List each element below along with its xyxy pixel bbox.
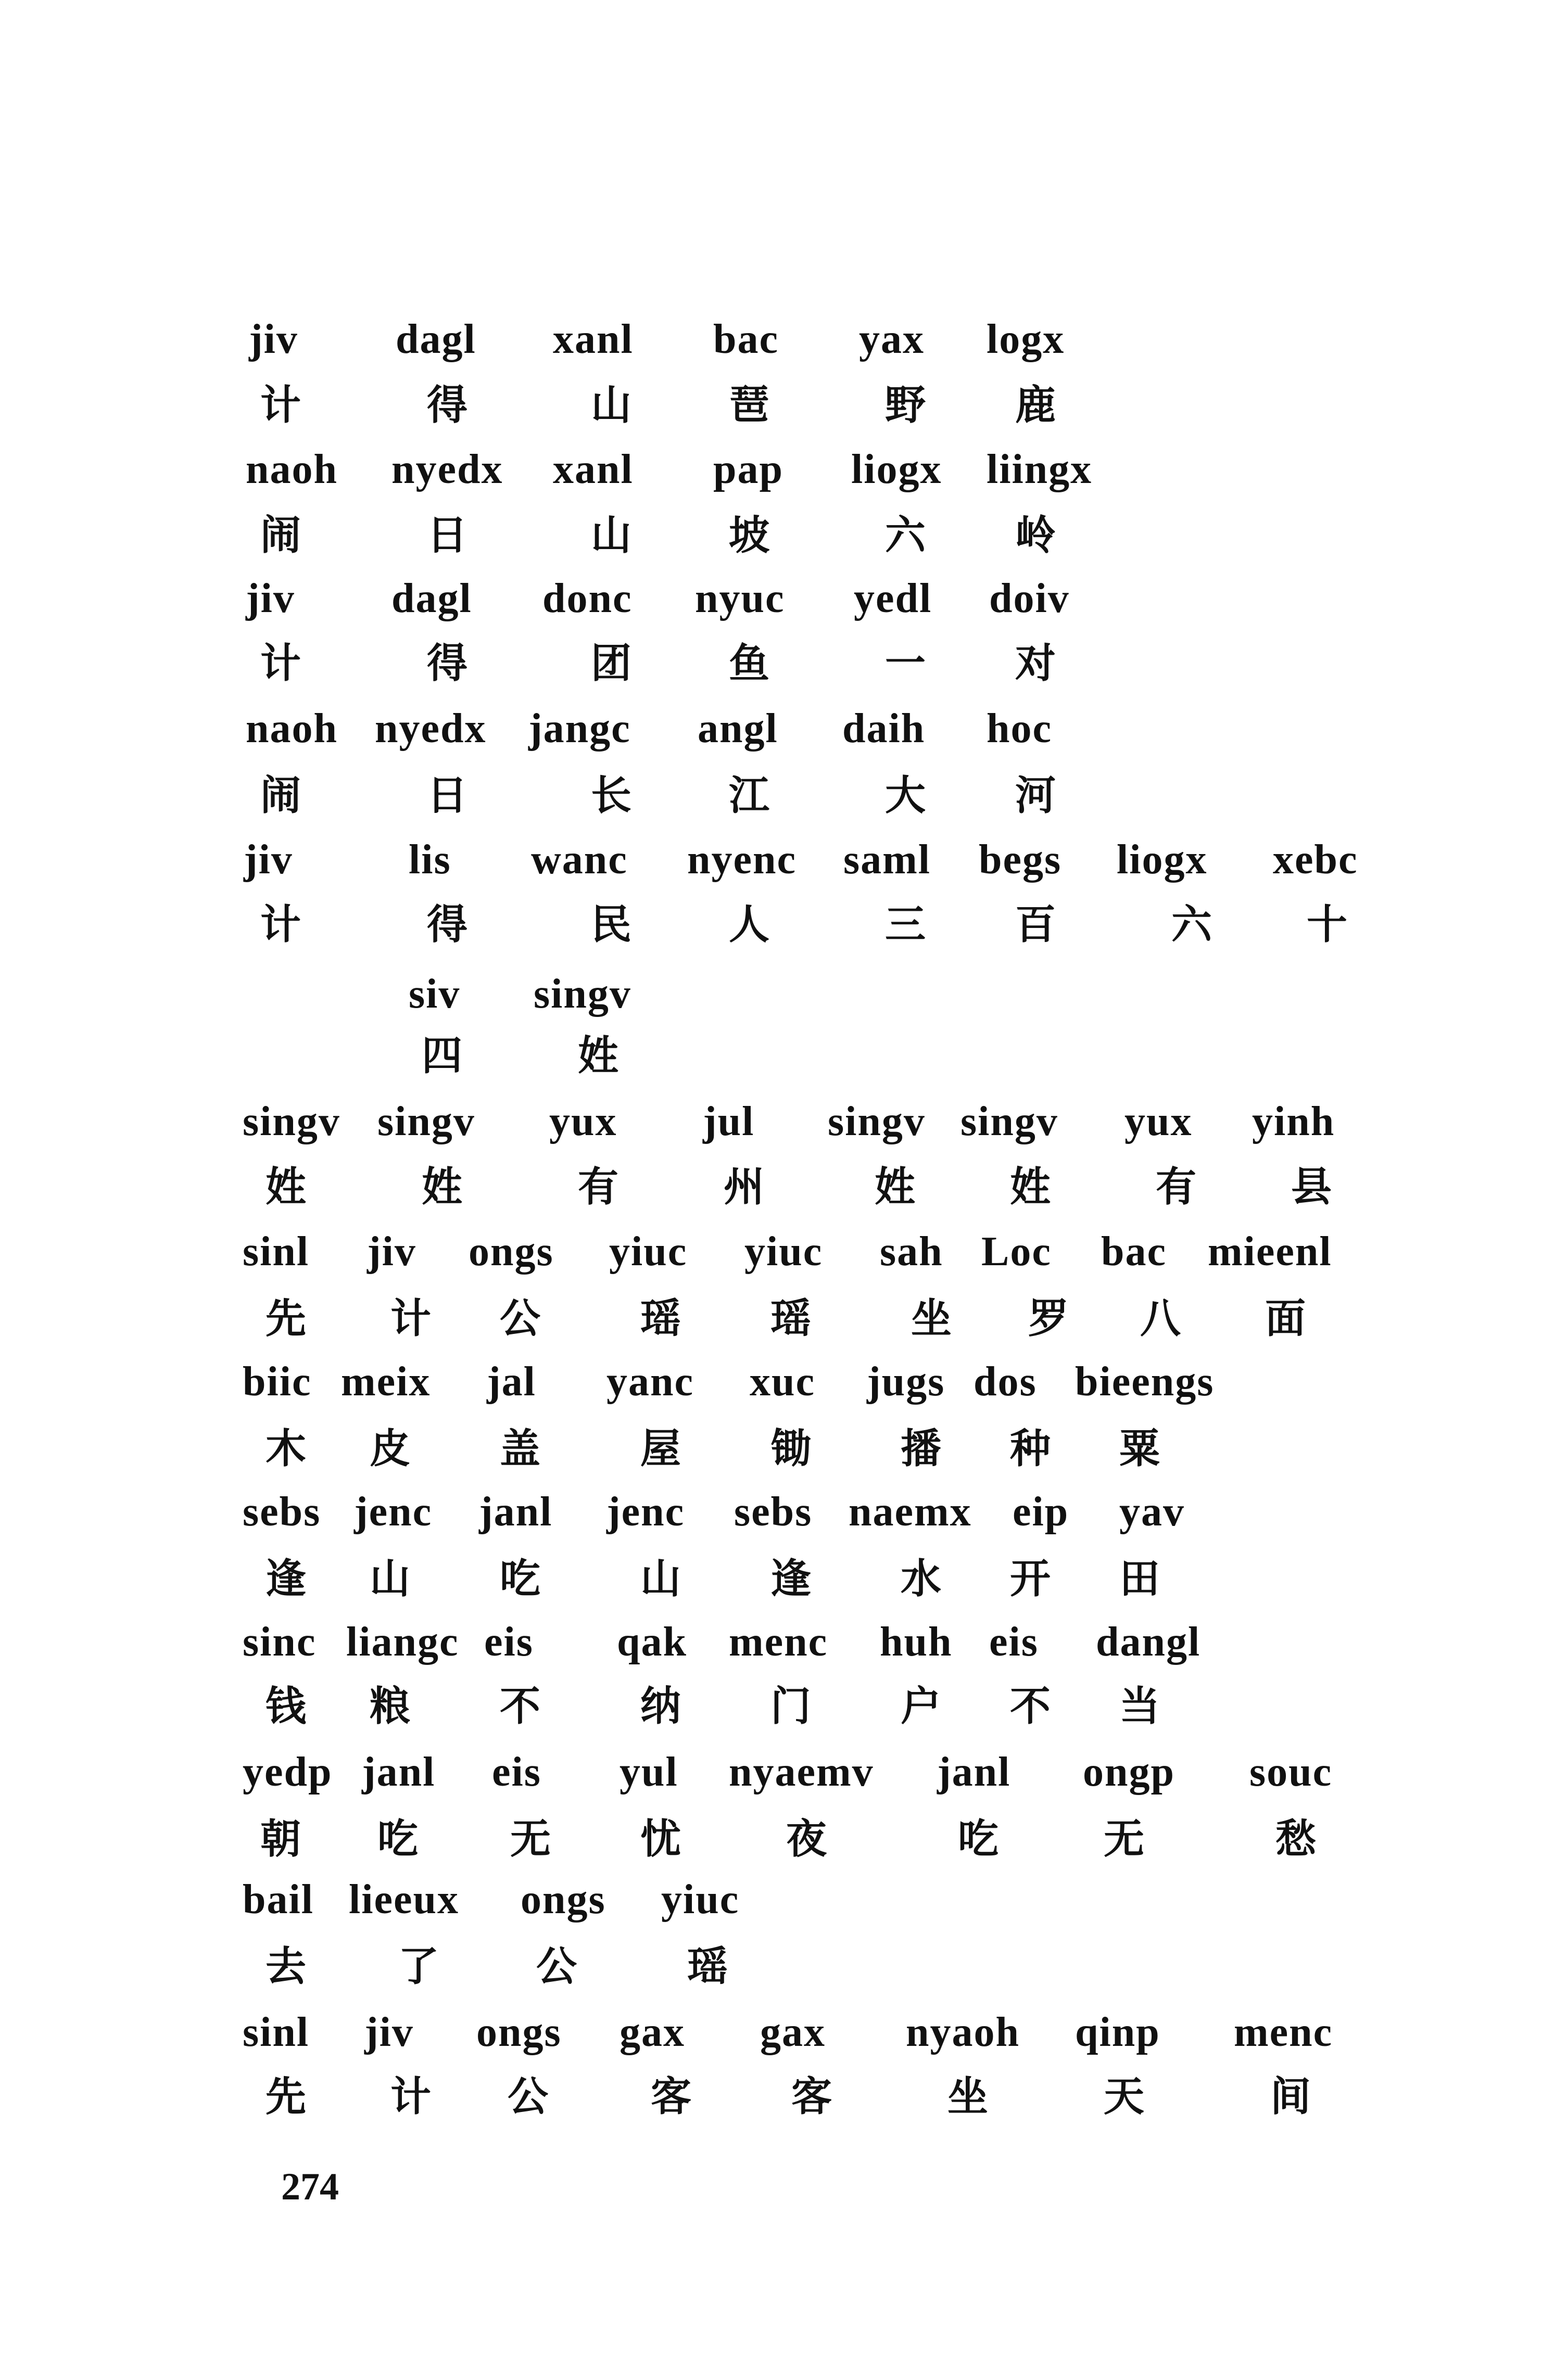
chinese-character: 闹 [260,772,301,819]
romanized-word: mieenl [1208,1229,1332,1275]
romanized-word: menc [729,1619,828,1665]
chinese-character: 计 [260,901,301,948]
romanized-word: sinl [243,2009,310,2055]
chinese-character: 江 [729,772,770,819]
chinese-character: 瑶 [640,1295,681,1342]
chinese-character: 播 [901,1426,942,1472]
chinese-character: 朝 [260,1816,301,1863]
romanized-word: biic [243,1359,312,1405]
chinese-character: 先 [266,2073,307,2120]
romanized-word: dagl [396,316,476,362]
romanized-word: yav [1119,1489,1185,1535]
chinese-character: 了 [398,1943,439,1990]
chinese-character: 不 [1010,1683,1051,1730]
chinese-character: 有 [578,1164,619,1211]
chinese-character: 坡 [729,512,770,559]
chinese-character: 忧 [640,1816,681,1863]
romanized-word: janl [362,1749,436,1795]
chinese-character: 种 [1010,1426,1051,1472]
chinese-character: 计 [390,2073,432,2120]
chinese-character: 屋 [640,1426,681,1472]
romanized-word: nyenc [687,837,797,883]
chinese-line [0,1816,1542,1881]
chinese-character: 日 [427,772,468,819]
chinese-character: 百 [1015,901,1056,948]
chinese-character: 去 [266,1943,307,1990]
chinese-character: 长 [591,772,632,819]
romanized-word: logx [987,316,1065,362]
romanized-word: bac [1101,1229,1167,1275]
romanized-word: yedl [854,576,932,621]
chinese-character: 十 [1307,901,1348,948]
romanized-word: liangc [346,1619,459,1665]
romanized-word: eis [989,1619,1039,1665]
chinese-character: 纳 [640,1683,681,1730]
romanized-word: ongs [469,1229,554,1275]
romanized-word: xuc [750,1359,815,1405]
page-number: 274 [281,2166,339,2208]
romanized-line [0,1361,1542,1423]
chinese-character: 得 [427,901,468,948]
romanized-word: eip [1013,1489,1069,1535]
chinese-character: 吃 [958,1816,999,1863]
chinese-character: 公 [508,2073,549,2120]
chinese-character: 钱 [266,1683,307,1730]
chinese-character: 三 [885,901,926,948]
chinese-character: 县 [1291,1164,1332,1211]
chinese-character: 瑶 [687,1943,728,1990]
romanized-word: bail [243,1877,314,1923]
chinese-character: 有 [1156,1164,1197,1211]
romanized-word: jiv [249,316,298,362]
chinese-line [0,2073,1542,2139]
romanized-line [0,1751,1542,1814]
romanized-word: nyedx [391,447,503,492]
romanized-word: singv [243,1099,340,1144]
chinese-character: 鹿 [1015,382,1056,429]
chinese-character: 坐 [911,1295,952,1342]
romanized-word: jal [487,1359,536,1405]
chinese-character: 当 [1119,1683,1160,1730]
romanized-word: yux [1124,1099,1193,1144]
chinese-character: 盖 [500,1426,541,1472]
chinese-character: 无 [510,1816,551,1863]
romanized-word: donc [542,576,633,621]
chinese-character: 野 [885,382,926,429]
chinese-character: 夜 [786,1816,827,1863]
chinese-character: 天 [1104,2073,1145,2120]
romanized-word: sinc [243,1619,317,1665]
chinese-character: 逢 [770,1556,812,1602]
romanized-line [0,1231,1542,1293]
romanized-word: meix [341,1359,431,1405]
chinese-character: 瑶 [770,1295,812,1342]
romanized-word: Loc [981,1229,1052,1275]
romanized-word: naoh [246,706,338,752]
chinese-character: 客 [651,2073,692,2120]
romanized-word: xebc [1273,837,1358,883]
romanized-word: ongs [521,1877,606,1923]
romanized-word: wanc [531,837,628,883]
chinese-line [0,1556,1542,1621]
romanized-word: huh [880,1619,953,1665]
romanized-word: yiuc [609,1229,688,1275]
chinese-character: 琶 [729,382,770,429]
chinese-character: 山 [370,1556,411,1602]
chinese-character: 罗 [1028,1295,1069,1342]
chinese-character: 姓 [875,1164,916,1211]
romanized-word: xanl [553,447,634,492]
romanized-word: pap [713,447,783,492]
chinese-character: 山 [640,1556,681,1602]
romanized-word: saml [843,837,931,883]
romanized-line [0,1879,1542,1941]
romanized-word: jiv [364,2009,414,2055]
chinese-character: 不 [500,1683,541,1730]
romanized-word: yul [620,1749,678,1795]
romanized-line [0,708,1542,770]
romanized-word: gax [760,2009,826,2055]
chinese-line [0,1295,1542,1361]
romanized-word: yinh [1252,1099,1335,1144]
chinese-character: 六 [1171,901,1212,948]
romanized-line [0,973,1542,1036]
chinese-character: 粮 [370,1683,411,1730]
romanized-word: liogx [1117,837,1208,883]
romanized-word: qak [617,1619,687,1665]
romanized-word: jul [703,1099,755,1144]
chinese-character: 团 [591,640,632,687]
romanized-word: lieeux [349,1877,459,1923]
romanized-word: ongs [476,2009,562,2055]
romanized-word: janl [937,1749,1011,1795]
romanized-word: sinl [243,1229,310,1275]
chinese-line [0,640,1542,706]
romanized-line [0,1621,1542,1684]
chinese-line [0,1033,1542,1098]
chinese-line [0,1683,1542,1749]
romanized-word: naemx [849,1489,972,1535]
chinese-line [0,1943,1542,2009]
romanized-word: lis [409,837,451,883]
romanized-word: naoh [246,447,338,492]
chinese-character: 先 [266,1295,307,1342]
romanized-word: yux [549,1099,617,1144]
romanized-word: doiv [989,576,1070,621]
chinese-line [0,1164,1542,1229]
romanized-line [0,578,1542,640]
romanized-word: yiuc [661,1877,740,1923]
romanized-word: yedp [243,1749,333,1795]
romanized-word: yiuc [744,1229,823,1275]
chinese-character: 皮 [370,1426,411,1472]
chinese-character: 公 [536,1943,577,1990]
chinese-character: 民 [591,901,632,948]
chinese-character: 河 [1015,772,1056,819]
chinese-character: 州 [724,1164,765,1211]
chinese-character: 吃 [500,1556,541,1602]
chinese-character: 锄 [770,1426,812,1472]
romanized-word: bieengs [1075,1359,1215,1405]
romanized-word: eis [492,1749,541,1795]
romanized-word: bac [713,316,779,362]
romanized-word: nyaemv [729,1749,874,1795]
chinese-line [0,1426,1542,1491]
chinese-character: 公 [500,1295,541,1342]
chinese-character: 山 [591,382,632,429]
romanized-line [0,316,1542,381]
romanized-word: souc [1249,1749,1333,1795]
romanized-word: hoc [987,706,1052,752]
chinese-character: 闹 [260,512,301,559]
romanized-word: nyaoh [906,2009,1020,2055]
romanized-word: siv [409,971,461,1017]
romanized-word: jenc [606,1489,685,1535]
romanized-word: begs [979,837,1062,883]
chinese-character: 愁 [1275,1816,1317,1863]
chinese-character: 六 [885,512,926,559]
romanized-word: dangl [1096,1619,1201,1665]
romanized-word: janl [479,1489,553,1535]
chinese-character: 对 [1015,640,1056,687]
chinese-character: 四 [422,1033,463,1079]
romanized-line [0,1491,1542,1554]
chinese-character: 山 [591,512,632,559]
chinese-line [0,901,1542,967]
romanized-word: liingx [987,447,1093,492]
chinese-character: 坐 [947,2073,989,2120]
romanized-word: singv [377,1099,475,1144]
chinese-character: 得 [427,640,468,687]
chinese-character: 姓 [422,1164,463,1211]
romanized-word: jangc [528,706,631,752]
chinese-line [0,512,1542,578]
romanized-word: liogx [851,447,942,492]
chinese-character: 客 [791,2073,832,2120]
chinese-character: 计 [390,1295,432,1342]
chinese-character: 八 [1140,1295,1181,1342]
chinese-character: 开 [1010,1556,1051,1602]
romanized-word: yanc [606,1359,694,1405]
chinese-character: 大 [885,772,926,819]
chinese-character: 计 [260,640,301,687]
chinese-character: 木 [266,1426,307,1472]
romanized-word: nyedx [375,706,487,752]
chinese-line [0,382,1542,448]
chinese-character: 计 [260,382,301,429]
romanized-line [0,839,1542,901]
romanized-word: dos [974,1359,1037,1405]
chinese-character: 姓 [1010,1164,1051,1211]
chinese-character: 逢 [266,1556,307,1602]
chinese-character: 户 [901,1683,942,1730]
romanized-word: ongp [1083,1749,1175,1795]
romanized-word: nyuc [695,576,785,621]
chinese-character: 粟 [1119,1426,1160,1472]
chinese-character: 岭 [1015,512,1056,559]
romanized-word: singv [828,1099,926,1144]
romanized-word: sebs [243,1489,321,1535]
romanized-word: sah [880,1229,943,1275]
romanized-word: dagl [391,576,472,621]
chinese-character: 姓 [266,1164,307,1211]
chinese-character: 门 [770,1683,812,1730]
chinese-line [0,772,1542,838]
romanized-word: qinp [1075,2009,1160,2055]
chinese-character: 鱼 [729,640,770,687]
chinese-character: 一 [885,640,926,687]
chinese-character: 得 [427,382,468,429]
romanized-word: gax [620,2009,685,2055]
romanized-word: jiv [244,837,293,883]
romanized-word: angl [698,706,778,752]
romanized-word: jenc [354,1489,433,1535]
chinese-character: 田 [1119,1556,1160,1602]
romanized-word: sebs [734,1489,813,1535]
romanized-word: singv [960,1099,1058,1144]
romanized-word: jiv [246,576,295,621]
chinese-character: 吃 [377,1816,419,1863]
chinese-character: 水 [901,1556,942,1602]
romanized-word: jiv [367,1229,416,1275]
romanized-line [0,2009,1542,2074]
chinese-character: 人 [729,901,770,948]
romanized-word: daih [842,706,926,752]
chinese-character: 间 [1270,2073,1311,2120]
romanized-word: menc [1234,2009,1333,2055]
romanized-word: xanl [553,316,634,362]
romanized-line [0,449,1542,511]
romanized-word: singv [534,971,631,1017]
chinese-character: 日 [427,512,468,559]
romanized-word: yax [859,316,925,362]
romanized-word: eis [484,1619,534,1665]
chinese-character: 姓 [578,1033,619,1079]
romanized-line [0,1101,1542,1163]
romanized-word: jugs [867,1359,945,1405]
chinese-character: 面 [1265,1295,1306,1342]
chinese-character: 无 [1104,1816,1145,1863]
